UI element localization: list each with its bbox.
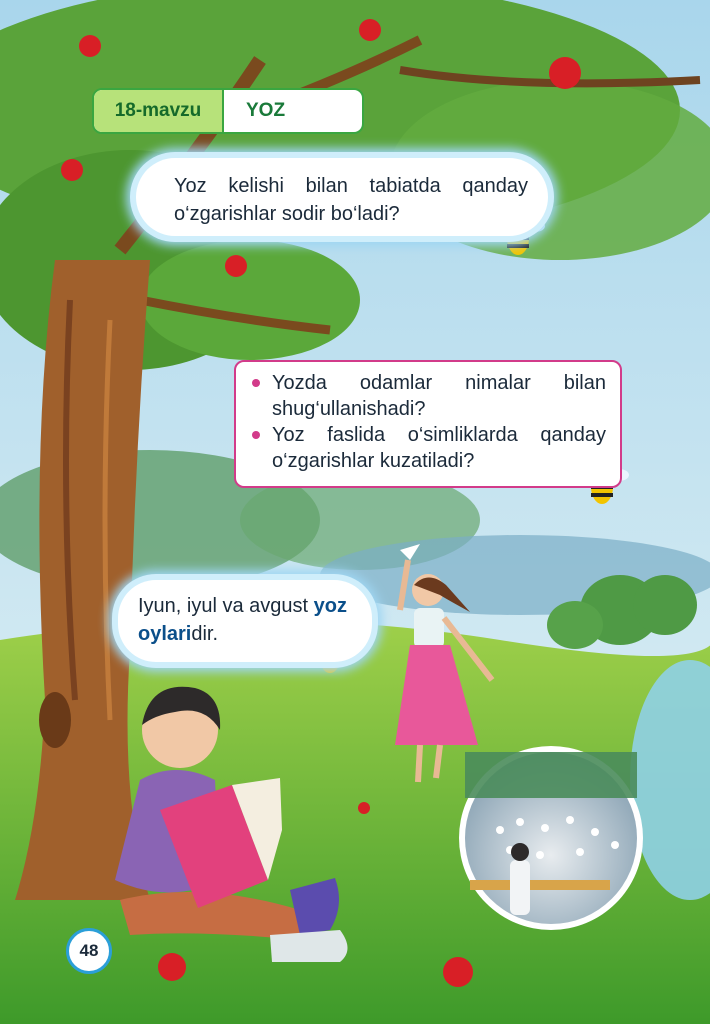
lesson-title: YOZ [246, 100, 286, 121]
questions-box [234, 360, 622, 488]
summer-camp-photo [459, 746, 643, 930]
info-text-after: dir. [191, 623, 219, 645]
info-cloud [118, 580, 372, 662]
lesson-number: 18-mavzu [94, 90, 224, 132]
lesson-header [92, 88, 364, 134]
info-text-before: Iyun, iyul va avgust [138, 595, 314, 617]
question-cloud-text: Yoz kelishi bilan tabiatda qanday o‘zgarishlar sodir bo‘ladi? [174, 175, 528, 225]
question-item: Yoz faslida o‘simliklarda qanday o‘zgarishlar kuzatiladi? [250, 422, 606, 474]
question-item: Yozda odamlar nimalar bilan shug‘ullanishadi? [250, 370, 606, 422]
info-cloud-text [118, 580, 372, 648]
page-number: 48 [66, 928, 112, 974]
question-cloud [136, 158, 548, 236]
info-text-bold: yoz oylari [138, 595, 347, 645]
